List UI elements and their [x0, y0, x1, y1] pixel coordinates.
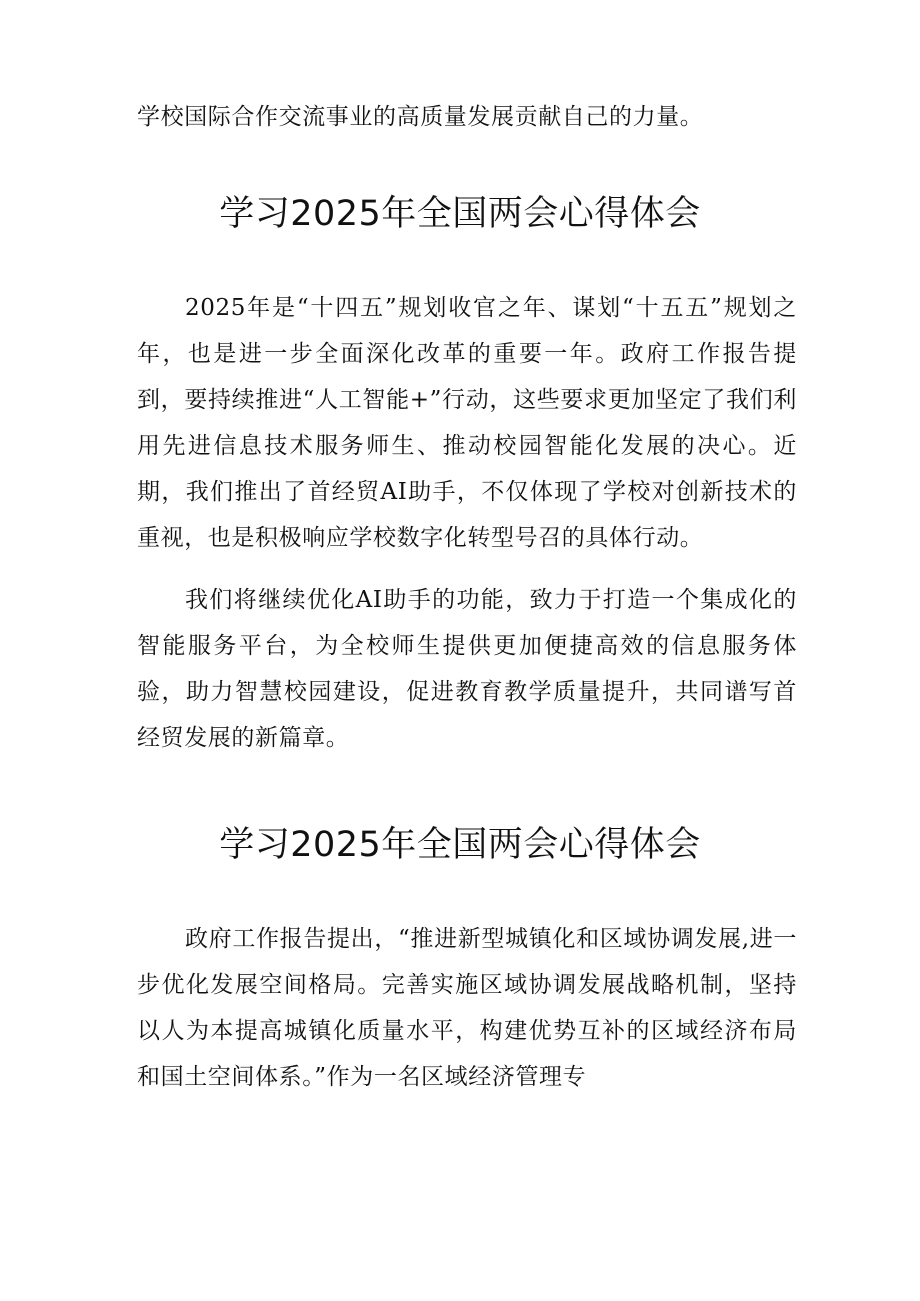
- section-title: 学习2025年全国两会心得体会: [219, 194, 701, 234]
- continuation-paragraph: 学校国际合作交流事业的高质量发展贡献自己的力量。: [137, 104, 704, 130]
- body-paragraph: 我们将继续优化AI助手的功能，致力于打造一个集成化的智能服务平台，为全校师生提供更加便捷高效的信息服务体验，助力智慧校园建设，促进教育教学质量提升，共同谱写首经贸发展的新篇章。: [137, 587, 797, 751]
- body-paragraph: 政府工作报告提出，“推进新型城镇化和区域协调发展,进一步优化发展空间格局。完善实施区域协调发展战略机制，坚持以人为本提高城镇化质量水平，构建优势互补的区域经济布局和国土空间体系。”作为一名区域经济管理专: [137, 926, 797, 1090]
- section-title: 学习2025年全国两会心得体会: [219, 825, 701, 865]
- body-paragraph: 2025年是“十四五”规划收官之年、谋划“十五五”规划之年，也是进一步全面深化改革的重要一年。政府工作报告提到，要持续推进“人工智能+”行动，这些要求更加坚定了我们利用先进信息技术服务师生、推动校园智能化发展的决心。近期，我们推出了首经贸AI助手，不仅体现了学校对创新技术的重视，也是积极响应学校数字化转型号召的具体行动。: [137, 295, 797, 551]
